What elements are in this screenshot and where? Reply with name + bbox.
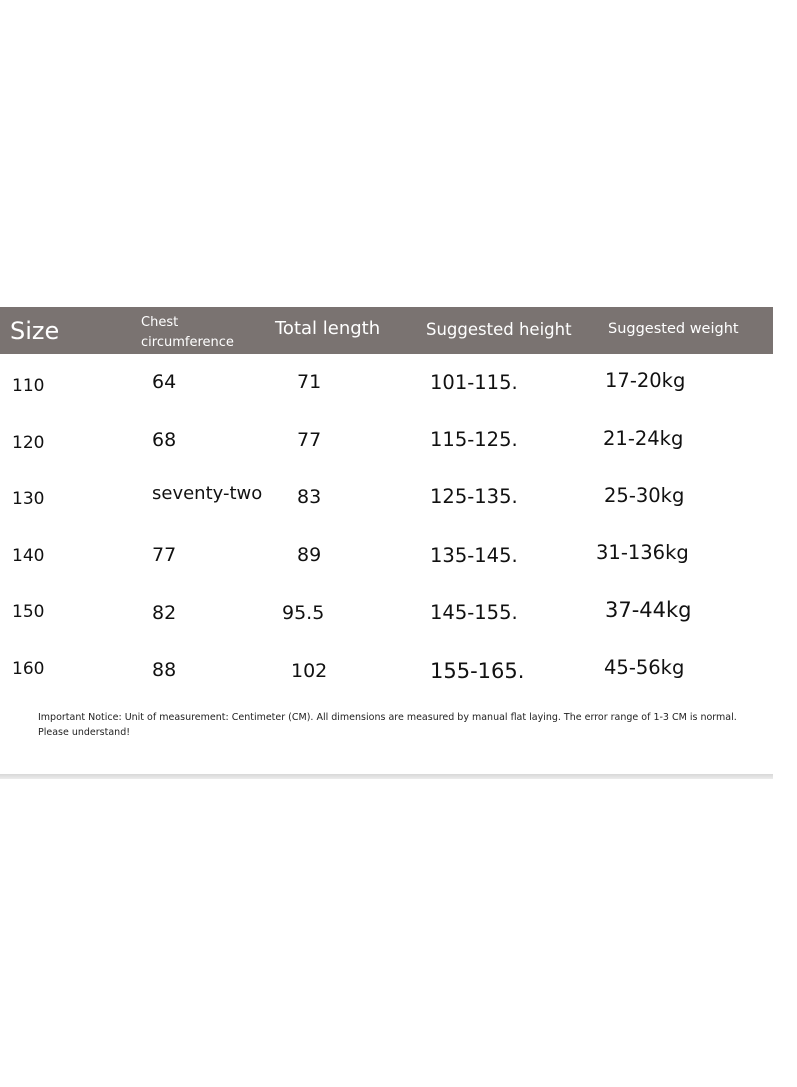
table-row <box>0 425 773 482</box>
table-row <box>0 368 773 425</box>
height-cell: 145-155. <box>430 601 518 624</box>
measurement-notice: Important Notice: Unit of measurement: Centimeter (CM). All dimensions are measured by manual flat laying. The error range of 1-3 CM is normal. Please understand! <box>38 712 737 738</box>
size-cell: 140 <box>12 546 45 566</box>
chest-cell: seventy-two <box>152 483 263 504</box>
chest-cell: 68 <box>152 429 177 451</box>
chest-cell: 77 <box>152 544 177 566</box>
height-cell: 135-145. <box>430 544 518 567</box>
height-cell: 155-165. <box>430 659 525 683</box>
size-cell: 130 <box>12 489 45 509</box>
length-cell: 89 <box>297 544 322 566</box>
weight-cell: 17-20kg <box>605 369 686 392</box>
header-chest-circumference: Chest circumference <box>141 315 234 350</box>
height-cell: 125-135. <box>430 485 518 508</box>
divider <box>0 774 773 779</box>
size-cell: 120 <box>12 433 45 453</box>
header-suggested-height: Suggested height <box>426 320 572 339</box>
length-cell: 71 <box>297 371 322 393</box>
header-total-length: Total length <box>275 318 381 339</box>
weight-cell: 21-24kg <box>603 427 684 450</box>
chest-cell: 88 <box>152 659 177 681</box>
table-row <box>0 540 773 597</box>
weight-cell: 31-136kg <box>596 541 689 564</box>
table-row <box>0 482 773 539</box>
weight-cell: 25-30kg <box>604 484 685 507</box>
chest-cell: 82 <box>152 602 177 624</box>
size-cell: 110 <box>12 376 45 396</box>
table-row <box>0 597 773 654</box>
header-suggested-weight: Suggested weight <box>608 321 739 337</box>
length-cell: 77 <box>297 429 322 451</box>
length-cell: 102 <box>291 660 328 682</box>
size-cell: 160 <box>12 659 45 679</box>
chest-cell: 64 <box>152 371 177 393</box>
size-cell: 150 <box>12 602 45 622</box>
table-row <box>0 655 773 712</box>
length-cell: 83 <box>297 486 322 508</box>
weight-cell: 37-44kg <box>605 598 692 622</box>
height-cell: 101-115. <box>430 371 518 394</box>
weight-cell: 45-56kg <box>604 656 685 679</box>
length-cell: 95.5 <box>282 602 325 624</box>
header-size: Size <box>10 317 60 345</box>
size-chart <box>0 307 773 781</box>
table-header <box>0 307 773 354</box>
height-cell: 115-125. <box>430 428 518 451</box>
